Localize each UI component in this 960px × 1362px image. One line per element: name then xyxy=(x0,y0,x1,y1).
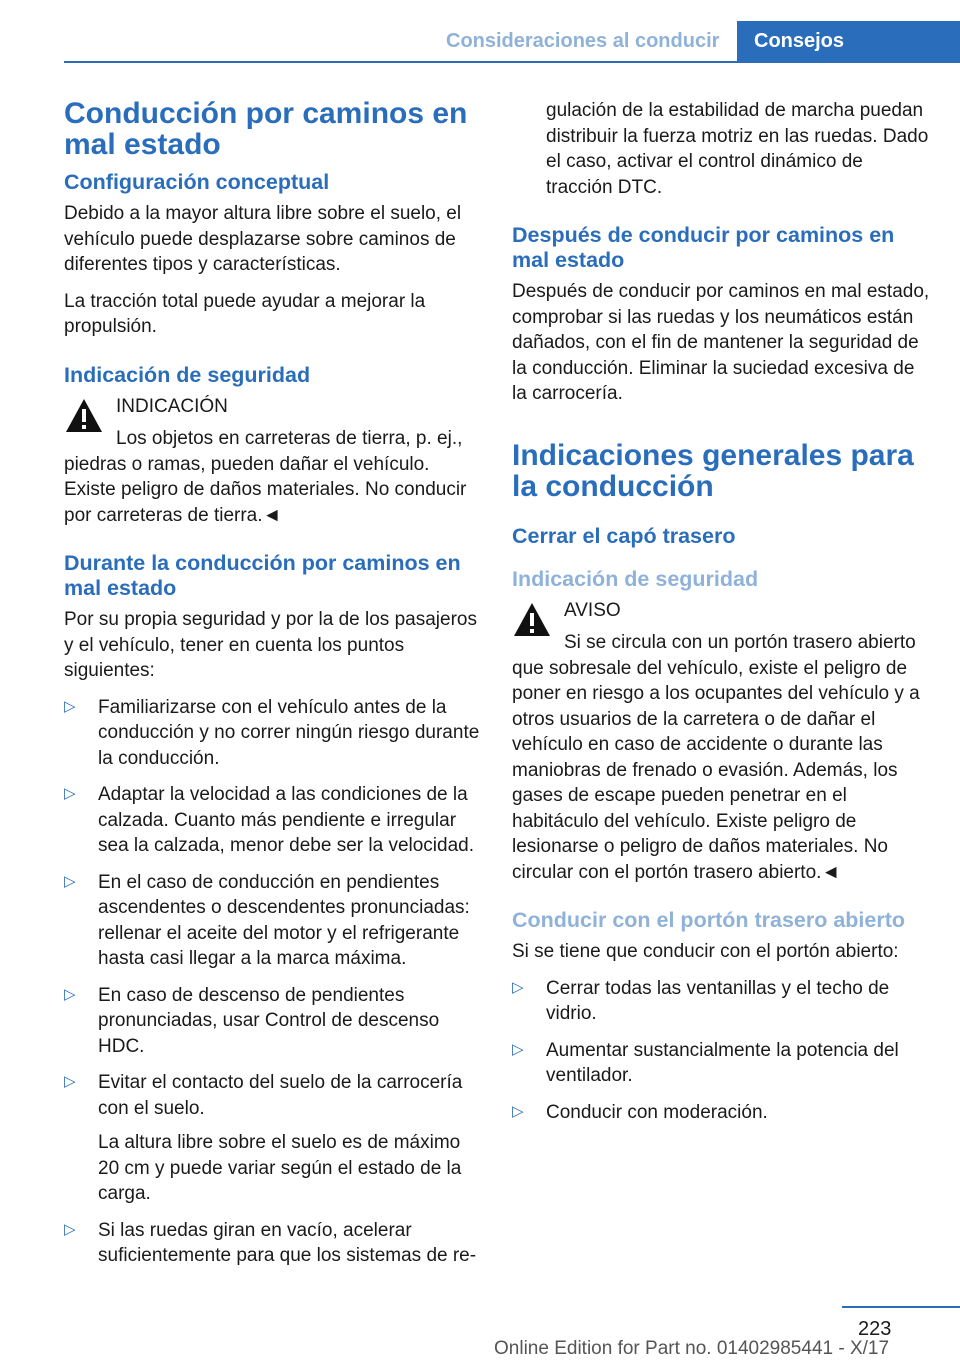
bullet-triangle-icon: ▷ xyxy=(64,1073,76,1090)
bullet-triangle-icon: ▷ xyxy=(512,1102,524,1120)
heading-during-driving: Durante la conducción por caminos en mal estado xyxy=(64,551,461,600)
heading-after-driving: Después de conducir por caminos en mal estado xyxy=(512,223,895,272)
warning-text-2: Si se circula con un portón trasero abierto que sobresale del vehículo, existe el peligro de poner en riesgo a los ocupantes del vehículo y a otros usuarios de la carretera o de dañar el vehículo en caso de accidente o durante las maniobras de frenado o evasión. Además, los gases de escape pueden penetrar en el habitáculo del vehículo. Existe peligro de lesionarse o peligro de daños materiales. No circular con el portón trasero abierto.◄ xyxy=(512,632,920,883)
header-section-title: Consideraciones al conducir xyxy=(446,30,720,52)
bullet-triangle-icon: ▷ xyxy=(64,785,76,802)
list-item: ▷ Conducir con moderación. xyxy=(512,1101,768,1123)
paragraph-concept-2: La tracción total puede ayudar a mejorar la propulsión. xyxy=(64,290,426,337)
list-item: ▷ Familiarizarse con el vehículo antes de la conducción y no correr ningún riesgo durante la conducción. xyxy=(64,696,480,769)
list-item-note: La altura libre sobre el suelo es de máximo 20 cm y puede variar según el estado de la carga. xyxy=(98,1132,462,1204)
bullet-list-right xyxy=(512,976,930,1126)
footer-rule xyxy=(842,1306,960,1308)
warning-triangle-icon xyxy=(512,600,552,640)
edition-line: Online Edition for Part no. 01402985441 - X/17 xyxy=(494,1338,890,1359)
list-item-continuation: gulación de la estabilidad de marcha puedan distribuir la fuerza motriz en las ruedas. Dado el caso, activar el control dinámico de tracción DTC. xyxy=(546,100,929,198)
heading-open-tailgate: Conducir con el portón trasero abierto xyxy=(512,908,906,932)
right-column xyxy=(512,98,930,1136)
bullet-triangle-icon: ▷ xyxy=(64,872,76,890)
header-chapter-label: Consejos xyxy=(754,30,845,52)
list-item: ▷ Evitar el contacto del suelo de la carrocería con el suelo. La altura libre sobre el suelo es de máximo 20 cm y puede variar según el estado de la carga. xyxy=(64,1070,480,1207)
heading-close-tailgate: Cerrar el capó trasero xyxy=(512,523,736,548)
paragraph-concept-1: Debido a la mayor altura libre sobre el suelo, el vehículo puede desplazarse sobre caminos de diferentes tipos y características. xyxy=(64,203,462,275)
warning-triangle-icon xyxy=(64,396,104,436)
list-item: ▷ En el caso de conducción en pendientes ascendentes o descendentes pronunciadas: rellenar el aceite del motor y el refrigerante hasta casi llegar a la marca máxima. xyxy=(64,871,470,969)
bullet-triangle-icon: ▷ xyxy=(64,1220,76,1238)
bullet-triangle-icon: ▷ xyxy=(64,697,76,715)
heading-safety-1: Indicación de seguridad xyxy=(64,362,311,387)
list-item: ▷ Si las ruedas giran en vacío, acelerar suficientemente para que los sistemas de re- xyxy=(64,1219,477,1266)
heading-rough-roads: Conducción por caminos en mal estado xyxy=(64,97,468,161)
bullet-triangle-icon: ▷ xyxy=(512,1040,524,1058)
warning-text-1: Los objetos en carreteras de tierra, p. ej., piedras o ramas, pueden dañar el vehículo. Existe peligro de daños materiales. No conducir por carreteras de tierra.◄ xyxy=(64,428,467,526)
bullet-triangle-icon: ▷ xyxy=(512,978,524,996)
heading-concept: Configuración conceptual xyxy=(64,170,330,194)
list-item: ▷ Aumentar sustancialmente la potencia del ventilador. xyxy=(512,1039,899,1086)
heading-general-driving: Indicaciones generales para la conducción xyxy=(512,438,914,503)
paragraph-during-driving: Por su propia seguridad y por la de los pasajeros y el vehículo, tener en cuenta los puntos siguientes: xyxy=(64,609,477,681)
bullet-triangle-icon: ▷ xyxy=(64,985,76,1003)
page-number: 223 xyxy=(858,1318,892,1340)
paragraph-open-tailgate: Si se tiene que conducir con el portón abierto: xyxy=(512,941,899,962)
left-column xyxy=(64,98,480,1280)
list-item: ▷ En caso de descenso de pendientes pronunciadas, usar Control de descenso HDC. xyxy=(64,984,440,1057)
warning-label-1: INDICACIÓN xyxy=(116,395,228,417)
warning-label-2: AVISO xyxy=(564,599,621,621)
paragraph-after-driving: Después de conducir por caminos en mal estado, comprobar si las ruedas y los neumáticos están dañados, con el fin de mantener la seguridad de la conducción. Eliminar la suciedad excesiva de la carrocería. xyxy=(512,281,930,404)
warning-block-2 xyxy=(512,598,930,886)
list-item: ▷ Adaptar la velocidad a las condiciones de la calzada. Cuanto más pendiente e irregular sea la calzada, menor debe ser la velocidad. xyxy=(64,784,475,856)
list-item: ▷ Cerrar todas las ventanillas y el techo de vidrio. xyxy=(512,977,890,1024)
warning-block-1 xyxy=(64,394,480,529)
bullet-list-left xyxy=(64,695,480,1269)
heading-safety-2: Indicación de seguridad xyxy=(512,566,759,591)
